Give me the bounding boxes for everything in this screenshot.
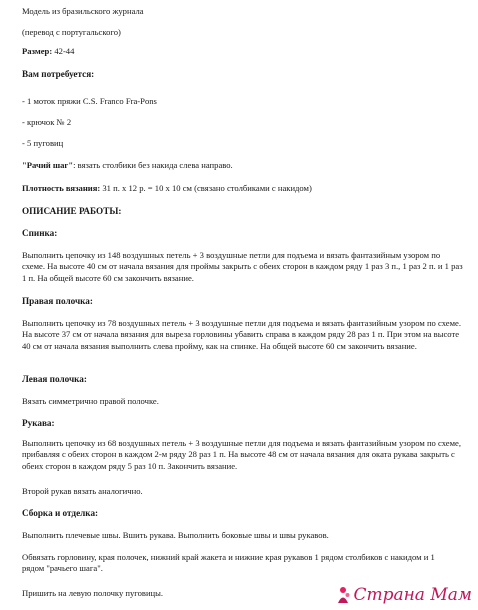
density-line: [22, 183, 312, 193]
needs-item-buttons: - 5 пуговиц: [22, 138, 64, 148]
back-text: Выполнить цепочку из 148 воздушных петель + 3 воздушные петли для подъема и вязать фантазийным узором по схеме. На высоте 40 см от начала вязания для проймы закрыть с обеих сторон в каждом ряду 1 раз 3 п., 1 раз 2 п. и 1 раз 1 п. На общей высоте 60 см закончить вязание.: [22, 250, 463, 283]
needs-item-hook: - крючок № 2: [22, 117, 72, 127]
intro-translation: (перевод с португальского): [22, 27, 121, 37]
size-value: 42-44: [54, 46, 75, 56]
rachiy-label: "Рачий шаг": [22, 160, 74, 170]
work-heading: ОПИСАНИЕ РАБОТЫ:: [22, 206, 122, 216]
size-label: Размер:: [22, 46, 53, 56]
size-line: [22, 46, 74, 56]
back-heading: Спинка:: [22, 228, 58, 238]
right-front-text: Выполнить цепочку из 78 воздушных петель + 3 воздушные петли для подъема и вязать фантазийным узором по схеме. На высоте 37 см от начала вязания для выреза горловины убавить справа в каждом ряду 28 раз 1 п. При этом на высоте 40 см от начала вязания выполнить слева пройму, как на спинке. На общей высоте 60 см закончить вязание.: [22, 318, 462, 351]
site-logo-icon: [335, 586, 351, 604]
left-front-text: Вязать симметрично правой полочке.: [22, 396, 159, 406]
left-front-heading: Левая полочка:: [22, 374, 87, 384]
rachiy-text: : вязать столбики без накида слева направо.: [73, 160, 233, 170]
needs-item-yarn: - 1 моток пряжи C.S. Franco Fra-Pons: [22, 96, 157, 106]
rachiy-line: [22, 160, 233, 170]
needs-heading: Вам потребуется:: [22, 69, 95, 79]
assembly-text-seams: Выполнить плечевые швы. Вшить рукава. Выполнить боковые швы и швы рукавов.: [22, 530, 329, 540]
watermark-text: Страна Мам: [353, 585, 472, 605]
assembly-heading: Сборка и отделка:: [22, 508, 99, 518]
site-watermark: [335, 582, 472, 608]
density-text: 31 п. х 12 р. = 10 х 10 см (связано столбиками с накидом): [100, 183, 312, 193]
sleeves-heading: Рукава:: [22, 418, 55, 428]
second-sleeve-text: Второй рукав вязать аналогично.: [22, 486, 143, 496]
assembly-text-edging: Обвязать горловину, края полочек, нижний край жакета и нижние края рукавов 1 рядом столбиков с накидом и 1 рядом "рачьего шага".: [22, 552, 435, 574]
sleeves-text: Выполнить цепочку из 68 воздушных петель + 3 воздушные петли для подъема и вязать фантазийным узором по схеме, прибавляя с обеих сторон в каждом 2-м ряду 28 раз 1 п. На высоте 48 см от начала вязания для оката рукава закрыть с обеих сторон в каждом ряду 5 раз 10 п. Закончить вязание.: [22, 438, 462, 471]
intro-source: Модель из бразильского журнала: [22, 6, 144, 16]
assembly-text-buttons: Пришить на левую полочку пуговицы.: [22, 588, 164, 598]
density-label: Плотность вязания:: [22, 183, 101, 193]
right-front-heading: Правая полочка:: [22, 296, 93, 306]
